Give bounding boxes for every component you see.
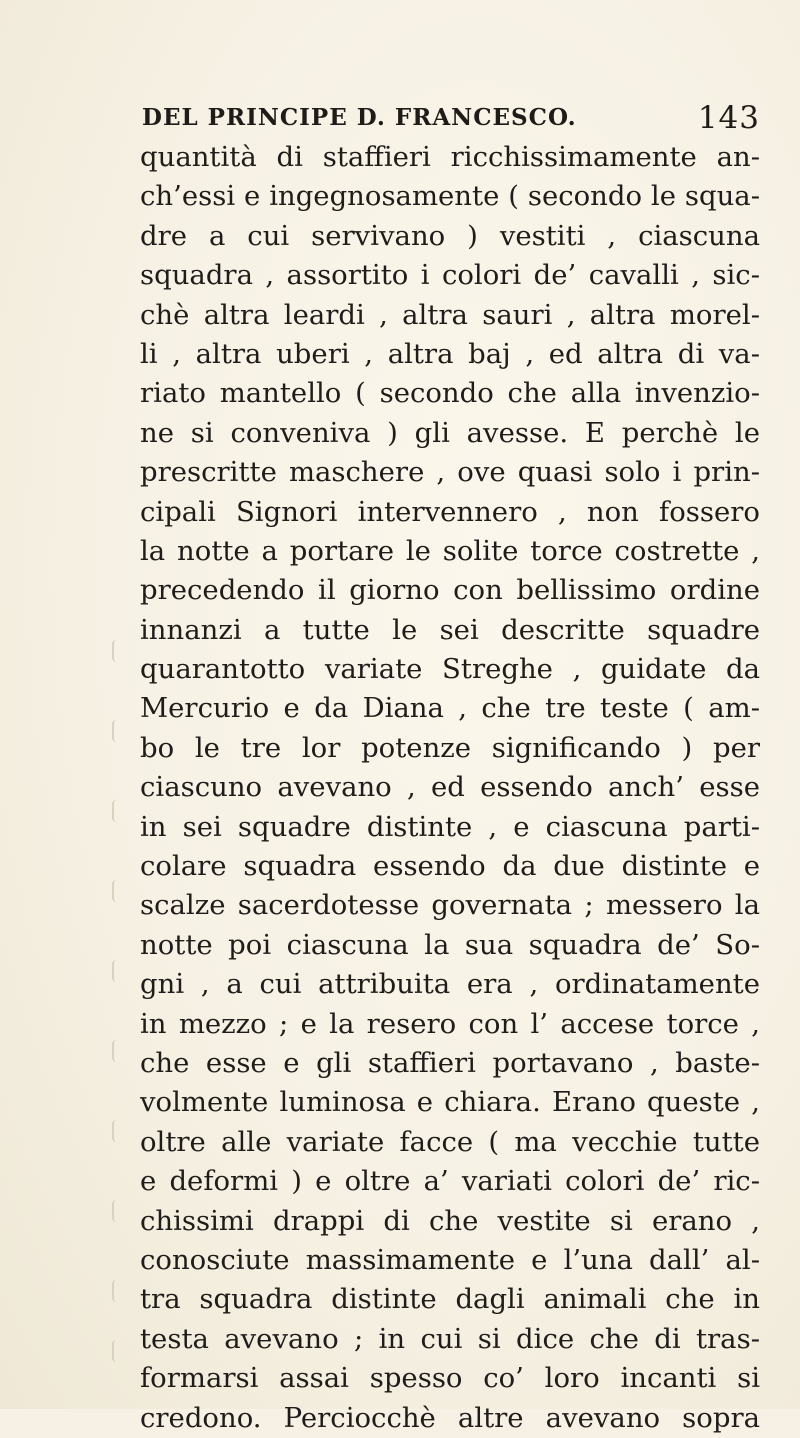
text-line: riato mantello ( secondo che alla invenzio-	[140, 377, 760, 410]
text-line: dre a cui servivano ) vestiti , ciascuna	[140, 219, 760, 252]
text-line: ne si conveniva ) gli avesse. E perchè le	[140, 416, 760, 449]
text-line: gni , a cui attribuita era , ordinatamente	[140, 968, 760, 1001]
text-line: tra squadra distinte dagli animali che in	[140, 1283, 760, 1316]
text-line: ch’essi e ingegnosamente ( secondo le squa-	[140, 180, 760, 213]
text-line: Mercurio e da Diana , che tre teste ( am-	[140, 692, 760, 725]
text-line: credono. Perciocchè altre avevano sopra	[140, 1401, 760, 1434]
text-line: chè altra leardi , altra sauri , altra morel-	[140, 298, 760, 331]
text-line: oltre alle variate facce ( ma vecchie tutte	[140, 1125, 760, 1158]
text-line: testa avevano ; in cui si dice che di tras-	[140, 1322, 760, 1355]
text-line: colare squadra essendo da due distinte e	[140, 850, 760, 883]
body-text	[140, 138, 760, 1438]
running-head	[130, 100, 770, 140]
text-line: ciascuno avevano , ed essendo anch’ esse	[140, 771, 760, 804]
bleed-through-marks	[112, 640, 124, 1380]
text-line: notte poi ciascuna la sua squadra de’ So-	[140, 928, 760, 961]
text-line: quantità di staffieri ricchissimamente an-	[140, 141, 760, 173]
running-title: DEL PRINCIPE D. FRANCESCO.	[142, 104, 577, 131]
text-line: innanzi a tutte le sei descritte squadre	[140, 613, 760, 646]
text-line: chissimi drappi di che vestite si erano ,	[140, 1204, 760, 1237]
text-line: li , altra uberi , altra baj , ed altra di va-	[140, 337, 760, 370]
text-line: bo le tre lor potenze significando ) per	[140, 731, 760, 764]
text-line: squadra , assortito i colori de’ cavalli , sic-	[140, 259, 760, 292]
text-line: e deformi ) e oltre a’ variati colori de’ ric-	[140, 1165, 760, 1198]
text-line: prescritte maschere , ove quasi solo i prin-	[140, 456, 760, 489]
text-line: la notte a portare le solite torce costrette ,	[140, 534, 760, 567]
text-line: cipali Signori intervennero , non fossero	[140, 495, 760, 528]
text-line: precedendo il giorno con bellissimo ordine	[140, 574, 760, 607]
text-line: in sei squadre distinte , e ciascuna parti-	[140, 810, 760, 843]
text-line: formarsi assai spesso co’ loro incanti si	[140, 1362, 760, 1395]
text-line: in mezzo ; e la resero con l’ accese torce ,	[140, 1007, 760, 1040]
text-line: quarantotto variate Streghe , guidate da	[140, 653, 760, 686]
text-line: conosciute massimamente e l’una dall’ al-	[140, 1243, 760, 1276]
page-number: 143	[697, 100, 760, 136]
text-line: volmente luminosa e chiara. Erano queste ,	[140, 1086, 760, 1119]
text-line: scalze sacerdotesse governata ; messero la	[140, 889, 760, 922]
text-line: che esse e gli staffieri portavano , baste-	[140, 1046, 760, 1079]
